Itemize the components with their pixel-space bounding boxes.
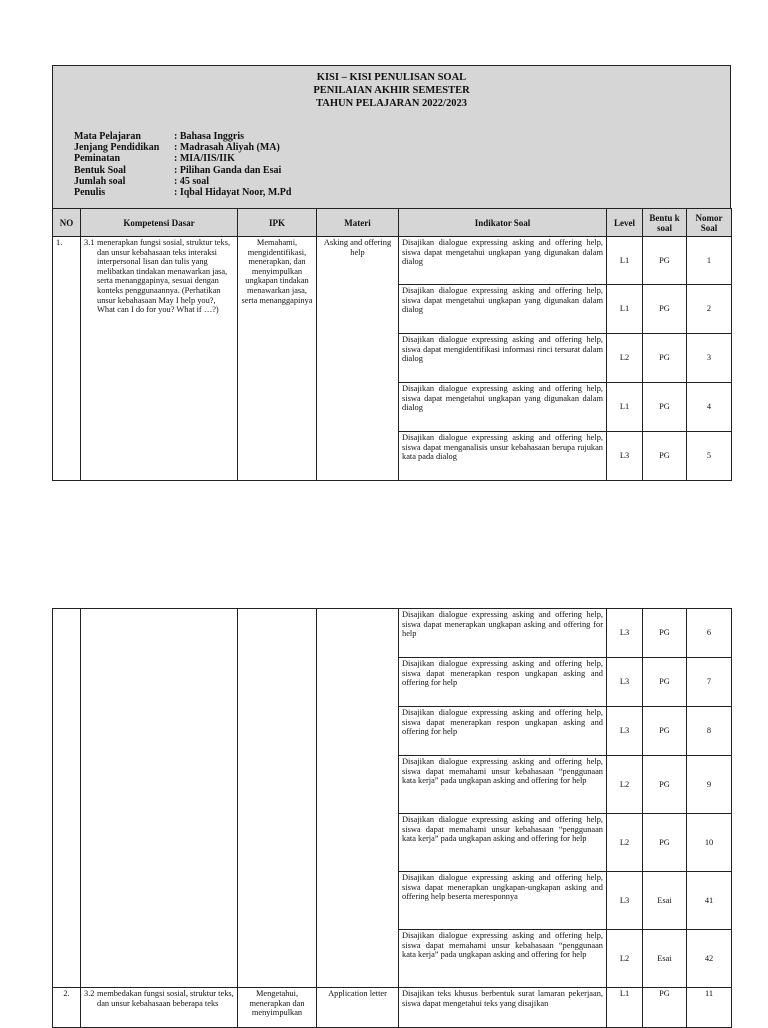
bentuk-cell: PG [643,658,687,707]
meta-label: Peminatan [74,153,121,165]
kisi-table-page-1 [52,208,732,481]
title-line-1: KISI – KISI PENULISAN SOAL [316,72,467,83]
nomor-cell: 10 [687,814,732,872]
nomor-cell: 1 [687,237,732,285]
meta-label: Bentuk Soal [74,164,126,176]
nomor-cell: 4 [687,383,732,432]
document-page-2 [52,608,731,1028]
meta-row [74,142,291,153]
kompetensi-dasar-cell [81,988,238,1028]
meta-row [74,153,291,164]
indikator-cell: Disajikan dialogue expressing asking and offering help, siswa dapat mengidentifikasi informasi rinci tersurat dalam dialog [399,334,607,383]
title-line-3: TAHUN PELAJARAN 2022/2023 [316,98,467,109]
table-header-row [53,209,732,237]
materi-cell: Asking and offering help [317,237,399,481]
bentuk-cell: PG [643,988,687,1028]
indikator-cell: Disajikan dialogue expressing asking and offering help, siswa dapat memahami unsur kebahasaan “penggunaan kata kerja” pada ungkapan asking and offering for help [399,814,607,872]
meta-row [74,131,291,142]
nomor-cell: 8 [687,707,732,756]
col-header-materi: Materi [317,209,399,237]
table-row [53,988,732,1028]
bentuk-cell: PG [643,609,687,658]
nomor-cell: 3 [687,334,732,383]
meta-value: : MIA/IIS/IIK [174,153,235,165]
indikator-cell: Disajikan dialogue expressing asking and offering help, siswa dapat menganalisis unsur kebahasaan berupa rujukan kata pada dialog [399,432,607,481]
kd-text: membedakan fungsi sosial, struktur teks, dan unsur kebahasaan beberapa teks [97,989,234,1008]
level-cell: L1 [607,988,643,1028]
meta-value: : Pilihan Ganda dan Esai [174,164,282,176]
meta-row [74,165,291,176]
kd-text: menerapkan fungsi sosial, struktur teks, dan unsur kebahasaan teks interaksi interpersonal lisan dan tulis yang melibatkan tindakan menawarkan jasa, serta menanggapinya, sesuai dengan konteks penggunaannya. (Perhatikan unsur kebahasaan May I help you?, What can I do for you? What if …?) [97,238,231,315]
nomor-cell: 5 [687,432,732,481]
indikator-cell: Disajikan dialogue expressing asking and offering help, siswa dapat memahami unsur kebahasaan “penggunaan kata kerja” pada ungkapan asking and offering for help [399,756,607,814]
kd-number: 3.2 [84,989,95,998]
meta-label: Mata Pelajaran [74,131,141,142]
indikator-cell: Disajikan dialogue expressing asking and offering help, siswa dapat menerapkan ungkapan-ungkapan asking and offering help beserta meresponnya [399,872,607,930]
meta-value: : 45 soal [174,175,209,187]
level-cell: L1 [607,285,643,334]
document-header [52,65,731,208]
col-header-nomor-soal: Nomor Soal [687,209,732,237]
ipk-cell: Memahami, mengidentifikasi, menerapkan, dan menyimpulkan ungkapan tindakan menawarkan jasa, serta menanggapinya [238,237,317,481]
kd-number: 3.1 [84,238,95,247]
ipk-continued [238,609,317,988]
indikator-cell: Disajikan dialogue expressing asking and offering help, siswa dapat memahami unsur kebahasaan “penggunaan kata kerja” pada ungkapan asking and offering for help [399,930,607,988]
bentuk-cell: PG [643,756,687,814]
meta-row [74,187,291,198]
meta-label: Jenjang Pendidikan [74,142,160,154]
bentuk-cell: PG [643,707,687,756]
bentuk-cell: PG [643,334,687,383]
indikator-cell: Disajikan dialogue expressing asking and offering help, siswa dapat menerapkan ungkapan asking and offering for help [399,609,607,658]
col-header-no: NO [53,209,81,237]
indikator-cell: Disajikan teks khusus berbentuk surat lamaran pekerjaan, siswa dapat mengetahui teks yang disajikan [399,988,607,1028]
row-number-continued [53,609,81,988]
level-cell: L3 [607,872,643,930]
level-cell: L2 [607,334,643,383]
nomor-cell: 11 [687,988,732,1028]
indikator-cell: Disajikan dialogue expressing asking and offering help, siswa dapat mengetahui ungkapan yang digunakan dalam dialog [399,237,607,285]
bentuk-cell: PG [643,383,687,432]
col-header-bentuk-soal: Bentu k soal [643,209,687,237]
level-cell: L1 [607,237,643,285]
kisi-table-page-2 [52,608,732,1028]
level-cell: L1 [607,383,643,432]
nomor-cell: 41 [687,872,732,930]
level-cell: L3 [607,432,643,481]
meta-label: Penulis [74,187,106,199]
materi-cell: Application letter [317,988,399,1028]
bentuk-cell: PG [643,237,687,285]
ipk-cell: Mengetahui, menerapkan dan menyimpulkan [238,988,317,1028]
meta-info [74,131,291,198]
level-cell: L3 [607,707,643,756]
col-header-indikator-soal: Indikator Soal [399,209,607,237]
nomor-cell: 7 [687,658,732,707]
nomor-cell: 9 [687,756,732,814]
col-header-kompetensi-dasar: Kompetensi Dasar [81,209,238,237]
meta-row [74,176,291,187]
indikator-cell: Disajikan dialogue expressing asking and offering help, siswa dapat menerapkan respon ungkapan asking and offering for help [399,658,607,707]
bentuk-cell: Esai [643,872,687,930]
kompetensi-dasar-cell [81,237,238,481]
meta-value: : Madrasah Aliyah (MA) [174,142,280,154]
col-header-ipk: IPK [238,209,317,237]
nomor-cell: 2 [687,285,732,334]
table-row [53,237,732,285]
document-title [53,71,730,110]
indikator-cell: Disajikan dialogue expressing asking and offering help, siswa dapat mengetahui ungkapan yang digunakan dalam dialog [399,285,607,334]
table-row [53,609,732,658]
col-header-level: Level [607,209,643,237]
level-cell: L2 [607,756,643,814]
document-page-1 [52,65,731,481]
materi-continued [317,609,399,988]
row-number: 1. [53,237,81,481]
level-cell: L3 [607,658,643,707]
row-number: 2. [53,988,81,1028]
indikator-cell: Disajikan dialogue expressing asking and offering help, siswa dapat menerapkan respon ungkapan asking and offering for help [399,707,607,756]
meta-label: Jumlah soal [74,175,126,187]
title-line-2: PENILAIAN AKHIR SEMESTER [313,85,470,96]
level-cell: L3 [607,609,643,658]
level-cell: L2 [607,930,643,988]
meta-value: : Bahasa Inggris [174,131,245,142]
nomor-cell: 42 [687,930,732,988]
meta-value: : Iqbal Hidayat Noor, M.Pd [174,187,292,199]
indikator-cell: Disajikan dialogue expressing asking and offering help, siswa dapat mengetahui ungkapan yang digunakan dalam dialog [399,383,607,432]
bentuk-cell: PG [643,814,687,872]
kompetensi-dasar-continued [81,609,238,988]
bentuk-cell: Esai [643,930,687,988]
nomor-cell: 6 [687,609,732,658]
bentuk-cell: PG [643,432,687,481]
bentuk-cell: PG [643,285,687,334]
level-cell: L2 [607,814,643,872]
